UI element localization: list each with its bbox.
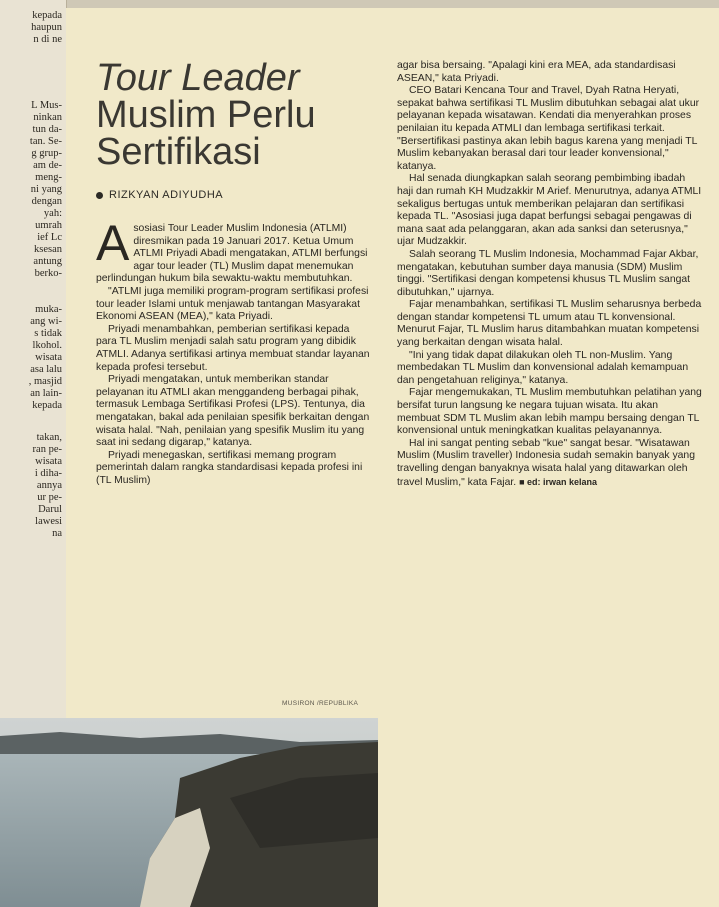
- paragraph: "Ini yang tidak dapat dilakukan oleh TL non-Muslim. Yang membedakan TL Muslim dan konvensional adalah kemampuan dan pengetahuan religinya," katanya.: [397, 349, 689, 386]
- adjacent-article-line: dengan: [31, 196, 62, 207]
- paragraph: Fajar menambahkan, sertifikasi TL Muslim seharusnya berbeda dengan standar kompetensi TL umum atau TL konvensional. Menurut Fajar, TL Muslim harus ditambahkan muatan kompetensi yang berkaitan dengan wisata halal.: [397, 299, 702, 349]
- adjacent-article-line: ni yang: [30, 184, 62, 195]
- paragraph-text: sosiasi Tour Leader Muslim Indonesia (ATLMI) diresmikan pada 19 Januari 2017. Ketua Umum ATLMI Priyadi Abadi mengatakan, ATLMI berfungsi agar tour leader (TL) Muslim dapat menemukan perlindungan hukum bila sewaktu-waktu membutuhkan.: [96, 223, 368, 285]
- adjacent-article-line: ran pe-: [32, 444, 62, 455]
- landscape-photo: [0, 718, 378, 907]
- byline-author: RIZKYAN ADIYUDHA: [109, 189, 224, 201]
- adjacent-article-line: s tidak: [34, 328, 62, 339]
- paragraph: CEO Batari Kencana Tour and Travel, Dyah Ratna Heryati, sepakat bahwa sertifikasi TL Muslim dibutuhkan sebagai alat ukur pelayanan kepada wisatawan. Kendati dia menyerahkan proses penilaian itu kepada ATMLI dan lembaga sertifikasi terkait. "Bersertifikasi pastinya akan lebih bagus karena yang menjadi TL Muslim kebanyakan berasal dari tour leader konvensional," katanya.: [397, 85, 700, 172]
- article-column-2: [397, 60, 702, 489]
- paragraph: Priyadi menegaskan, sertifikasi memang program pemerintah dalam rangka standardisasi kepada profesi ini (TL Muslim): [96, 449, 363, 486]
- paragraph: Priyadi mengatakan, untuk memberikan standar pelayanan itu ATMLI akan menggandeng berbagai pihak, termasuk Lembaga Sertifikasi Profesi (LPS). Tentunya, dia mengatakan, bakal ada penilaian spesifik berkaitan dengan wisata halal. "Nah, penilaian yang spesifik Muslim itu yang saat ini sedang digarap," katanya.: [96, 374, 370, 449]
- adjacent-article-line: meng-: [35, 172, 62, 183]
- adjacent-article-line: , masjid: [28, 376, 62, 387]
- adjacent-article-line: tan. Se-: [29, 136, 62, 147]
- paragraph: agar bisa bersaing. "Apalagi kini era MEA, ada standardisasi ASEAN," kata Priyadi.: [397, 60, 676, 84]
- adjacent-article-line: ang wi-: [30, 316, 62, 327]
- paragraph: Priyadi menambahkan, pemberian sertifikasi kepada para TL Muslim menjadi salah satu program yang dibidik ATMLI. Adanya sertifikasi artinya membuat standar layanan kepada profesi tersebut.: [96, 323, 370, 373]
- paragraph: Hal senada diungkapkan salah seorang pembimbing ibadah haji dan rumah KH Mudzakkir M Arief. Menurutnya, adanya ATMLI sekaligus bertugas untuk memberikan pelajaran dan sertifikasi kepada TL. "Asosiasi juga dapat berfungsi sebagai pengawas di mana saat ada pelanggaran, akan ada sanksi dan seterusnya," ujar Mudzakkir.: [397, 173, 702, 248]
- paragraph-text: Hal ini sangat penting sebab "kue" sangat besar. "Wisatawan Muslim (Muslim traveller) Indonesia sudah semakin banyak yang travelling dengan banyaknya wisata halal yang ditawarkan oleh travel Muslim," kata Fajar.: [397, 437, 695, 488]
- paragraph: Fajar mengemukakan, TL Muslim membutuhkan pelatihan yang bersifat turun langsung ke negara tujuan wisata. Itu akan membuat SDM TL Muslim akan lebih mampu bersaing dengan TL konvensional untuk meningkatkan kualitas pelayanannya.: [397, 387, 702, 437]
- headline-line-1: Tour Leader: [96, 57, 300, 99]
- adjacent-article-line: asa lalu: [30, 364, 62, 375]
- adjacent-article-line: n di ne: [33, 34, 62, 45]
- adjacent-article-line: am de-: [33, 160, 62, 171]
- adjacent-article-line: wisata: [35, 352, 62, 363]
- drop-cap: A: [96, 215, 130, 271]
- adjacent-article-line: ninkan: [33, 112, 62, 123]
- adjacent-article-line: ur pe-: [37, 492, 62, 503]
- adjacent-article-line: tun da-: [32, 124, 62, 135]
- adjacent-article-line: na: [52, 528, 62, 539]
- adjacent-article-line: L Mus-: [31, 100, 62, 111]
- paragraph: "ATLMI juga memiliki program-program sertifikasi profesi tour leader Islami untuk menjawab tantangan Masyarakat Ekonomi ASEAN (MEA)," kata Priyadi.: [96, 285, 369, 323]
- adjacent-article-line: lkohol.: [32, 340, 62, 351]
- adjacent-article-line: i diha-: [34, 468, 62, 479]
- paragraph: [397, 438, 702, 489]
- paragraph: [96, 215, 371, 286]
- adjacent-article-line: g grup-: [31, 148, 62, 159]
- adjacent-article-line: ief Lc: [37, 232, 62, 243]
- adjacent-article-line: lawesi: [35, 516, 62, 527]
- adjacent-article-line: wisata: [35, 456, 62, 467]
- adjacent-article-line: umrah: [35, 220, 62, 231]
- adjacent-article-line: muka-: [35, 304, 62, 315]
- adjacent-article-line: kepada: [32, 400, 62, 411]
- byline: [96, 189, 371, 201]
- adjacent-article-line: yah:: [43, 208, 62, 219]
- adjacent-article-line: berko-: [34, 268, 62, 279]
- headline-line-2: Muslim Perlu: [96, 94, 316, 136]
- photo-credit: MUSIRON /REPUBLIKA: [282, 700, 359, 707]
- headline: [96, 57, 371, 173]
- headline-line-3: Sertifikasi: [96, 131, 261, 173]
- adjacent-article-line: annya: [36, 480, 62, 491]
- article-column-1: [96, 57, 371, 487]
- adjacent-article-line: takan,: [36, 432, 62, 443]
- adjacent-article-line: Darul: [38, 504, 62, 515]
- adjacent-article-line: kepada: [32, 10, 62, 21]
- adjacent-article-line: ksesan: [34, 244, 62, 255]
- paragraph: Salah seorang TL Muslim Indonesia, Mochammad Fajar Akbar, mengatakan, kebutuhan sumber daya manusia (SDM) Muslim tinggi. "Sertifikasi dengan kompetensi khusus TL Muslim sangat dibutuhkan," ujarnya.: [397, 248, 699, 298]
- adjacent-article-line: antung: [33, 256, 62, 267]
- bullet-icon: [96, 192, 103, 199]
- editor-credit: ■ ed: irwan kelana: [519, 476, 598, 487]
- adjacent-article-line: haupun: [31, 22, 62, 33]
- adjacent-article-line: an lain-: [30, 388, 62, 399]
